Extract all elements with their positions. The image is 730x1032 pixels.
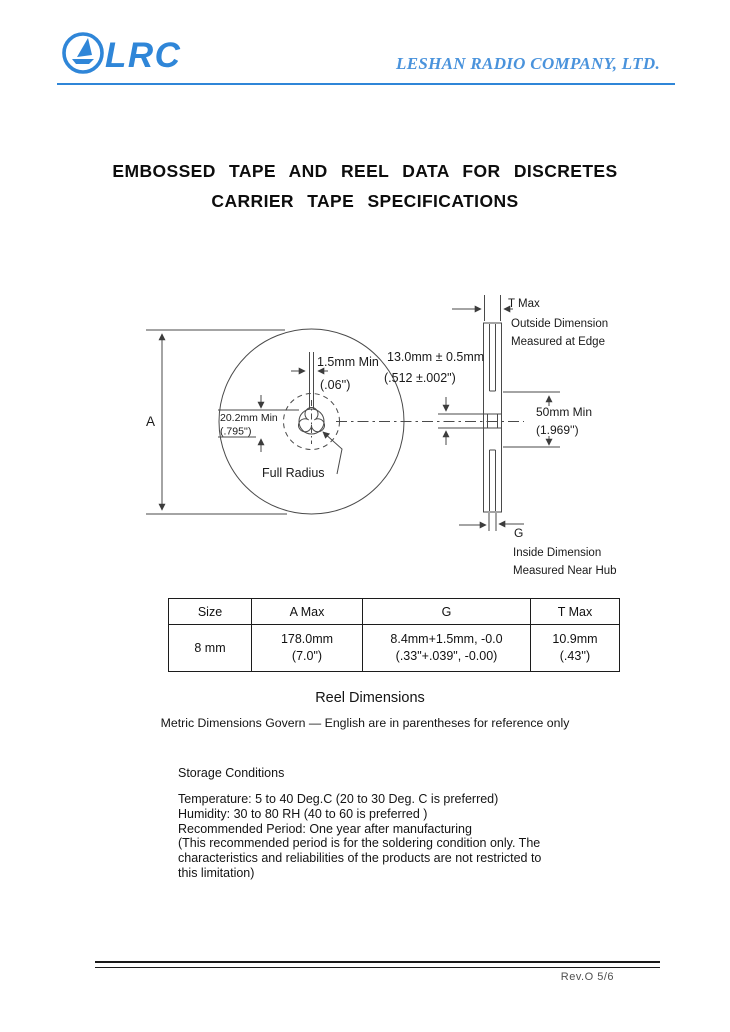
storage-line-note-1: (This recommended period is for the soldering condition only. The (178, 836, 541, 851)
storage-conditions-text (178, 792, 541, 881)
lrc-logo-icon (60, 26, 192, 80)
label-a: A (146, 414, 156, 429)
label-hub-min-metric: 50mm Min (536, 405, 593, 419)
reel-diagram (130, 285, 690, 585)
label-inside-dimension-1: Inside Dimension (513, 547, 602, 559)
full-radius-leader (323, 432, 342, 474)
hub-dia-extension-lines (503, 392, 560, 447)
storage-conditions-heading: Storage Conditions (178, 766, 285, 780)
metric-note: Metric Dimensions Govern — English are in parentheses for reference only (160, 716, 570, 730)
storage-line-note-2: characteristics and reliabilities of the products are not restricted to (178, 851, 542, 866)
label-arbor-english: (.795'') (220, 425, 252, 438)
company-name: LESHAN RADIO COMPANY, LTD. (396, 54, 660, 73)
label-t-max: T Max (508, 298, 540, 310)
label-tape-width-metric: 13.0mm ± 0.5mm (387, 350, 485, 364)
cell-size (169, 625, 252, 672)
diagram-labels (146, 298, 617, 577)
label-arbor-metric: 20.2mm Min (220, 412, 278, 424)
flange-gap-upper (490, 324, 496, 391)
label-inside-dimension-2: Measured Near Hub (513, 565, 617, 577)
cell-size-value: 8 mm (194, 640, 226, 655)
tmax-extension-lines (485, 295, 501, 321)
page-title-line1: EMBOSSED TAPE AND REEL DATA FOR DISCRETES (112, 161, 618, 181)
label-full-radius: Full Radius (262, 466, 325, 480)
header-g: G (363, 599, 531, 625)
storage-line-humidity: Humidity: 30 to 80 RH (40 to 60 is preferred ) (178, 806, 428, 821)
g-extension-lines (489, 513, 496, 531)
cell-t-max (531, 625, 620, 672)
cell-t-max-metric: 10.9mm (552, 632, 598, 646)
table-title: Reel Dimensions (315, 690, 425, 706)
table-header-row (169, 599, 620, 625)
label-hub-min-english: (1.969'') (536, 423, 579, 437)
footer-revision: Rev.O 5/6 (560, 971, 614, 983)
storage-line-note-3: this limitation) (178, 865, 255, 880)
header-divider (57, 83, 675, 85)
cell-g (363, 625, 531, 672)
label-tape-width-english: (.512 ±.002") (384, 371, 456, 385)
label-outside-dimension-2: Measured at Edge (511, 336, 605, 348)
flange-gap-lower (490, 450, 496, 511)
header-a-max: A Max (252, 599, 363, 625)
label-g: G (514, 526, 524, 540)
logo-sail-shape (77, 38, 92, 57)
page-title (0, 156, 730, 216)
cell-g-english: (.33"+.039", -0.00) (395, 649, 498, 663)
storage-line-temperature: Temperature: 5 to 40 Deg.C (20 to 30 Deg. C is preferred) (178, 792, 499, 806)
header-size: Size (169, 599, 252, 625)
cell-g-metric: 8.4mm+1.5mm, -0.0 (390, 632, 503, 646)
cell-a-max-metric: 178.0mm (280, 632, 334, 646)
cell-t-max-english: (.43'') (559, 649, 591, 663)
footer-divider (95, 961, 660, 968)
label-slot-min-english: (.06'') (320, 378, 351, 392)
cell-a-max-english: (7.0") (291, 649, 323, 663)
storage-line-period: Recommended Period: One year after manufacturing (178, 821, 472, 836)
header-t-max: T Max (531, 599, 620, 625)
side-view-outline (484, 323, 502, 512)
reel-dimensions-table (168, 598, 620, 672)
page-title-line2: CARRIER TAPE SPECIFICATIONS (211, 191, 519, 211)
logo-text: LRC (105, 36, 182, 75)
label-outside-dimension-1: Outside Dimension (511, 318, 609, 330)
label-slot-min-metric: 1.5mm Min (317, 355, 379, 369)
cell-a-max (252, 625, 363, 672)
table-row (169, 625, 620, 672)
logo-hull-shape (72, 59, 94, 64)
